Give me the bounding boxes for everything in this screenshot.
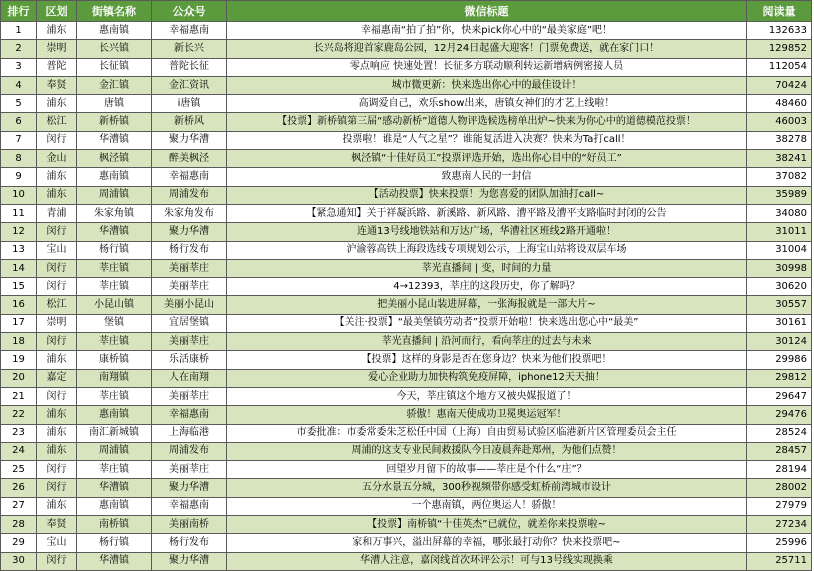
rank-cell: 9 [1, 168, 37, 186]
rank-cell: 3 [1, 58, 37, 76]
title-cell: 五分水景五分城，300秒视频带你感受虹桥前湾城市设计 [227, 479, 747, 497]
reads-cell: 25711 [747, 552, 812, 570]
town-cell: 惠南镇 [77, 406, 152, 424]
title-cell: 莘光直播间 | 沿河而行，看向莘庄的过去与未来 [227, 333, 747, 351]
rank-cell: 14 [1, 259, 37, 277]
account-cell: 金汇资讯 [152, 76, 227, 94]
district-cell: 浦东 [37, 186, 77, 204]
town-cell: 莘庄镇 [77, 278, 152, 296]
table-row [1, 223, 812, 241]
title-cell: 连通13号线地铁站和万达广场，华漕社区班线2路开通啦！ [227, 223, 747, 241]
header-row [1, 1, 812, 22]
district-cell: 浦东 [37, 406, 77, 424]
reads-cell: 29812 [747, 369, 812, 387]
town-cell: 莘庄镇 [77, 259, 152, 277]
rank-cell: 30 [1, 552, 37, 570]
reads-cell: 30161 [747, 314, 812, 332]
district-cell: 闵行 [37, 461, 77, 479]
account-cell: 人在南翔 [152, 369, 227, 387]
district-cell: 宝山 [37, 534, 77, 552]
district-cell: 闵行 [37, 259, 77, 277]
title-cell: 幸福惠南“拍了拍”你，快来pick你心中的“最美家庭”吧！ [227, 22, 747, 40]
reads-cell: 29476 [747, 406, 812, 424]
rank-cell: 24 [1, 442, 37, 460]
table-row [1, 497, 812, 515]
reads-cell: 28002 [747, 479, 812, 497]
town-cell: 周浦镇 [77, 442, 152, 460]
town-cell: 康桥镇 [77, 351, 152, 369]
title-cell: 零点响应 快速处置！长征多方联动顺利转运新增病例密接人员 [227, 58, 747, 76]
table-row [1, 387, 812, 405]
reads-cell: 28194 [747, 461, 812, 479]
reads-cell: 28524 [747, 424, 812, 442]
reads-cell: 34080 [747, 204, 812, 222]
rank-cell: 22 [1, 406, 37, 424]
rank-cell: 21 [1, 387, 37, 405]
district-cell: 浦东 [37, 442, 77, 460]
town-cell: 莘庄镇 [77, 461, 152, 479]
reads-cell: 38278 [747, 131, 812, 149]
reads-cell: 38241 [747, 150, 812, 168]
town-cell: 莘庄镇 [77, 387, 152, 405]
town-cell: 唐镇 [77, 95, 152, 113]
town-cell: 枫泾镇 [77, 150, 152, 168]
account-cell: 周浦发布 [152, 442, 227, 460]
rank-cell: 11 [1, 204, 37, 222]
account-cell: 周浦发布 [152, 186, 227, 204]
district-cell: 奉贤 [37, 76, 77, 94]
rank-cell: 4 [1, 76, 37, 94]
district-cell: 闵行 [37, 278, 77, 296]
title-cell: 长兴岛将迎首家鹿岛公园，12月24日起盛大迎客！门票免费送，就在家门口！ [227, 40, 747, 58]
rank-cell: 25 [1, 461, 37, 479]
account-cell: 美丽莘庄 [152, 259, 227, 277]
account-cell: 普陀长征 [152, 58, 227, 76]
title-cell: 【紧急通知】关于祥凝浜路、新溪路、新风路、漕平路及漕平支路临时封闭的公告 [227, 204, 747, 222]
reads-cell: 31004 [747, 241, 812, 259]
account-cell: 杨行发布 [152, 241, 227, 259]
title-cell: 回望岁月留下的故事——莘庄是个什么“庄”？ [227, 461, 747, 479]
account-cell: 醉美枫泾 [152, 150, 227, 168]
account-cell: 聚力华漕 [152, 131, 227, 149]
town-cell: 小昆山镇 [77, 296, 152, 314]
district-cell: 浦东 [37, 351, 77, 369]
rank-cell: 5 [1, 95, 37, 113]
table-row [1, 113, 812, 131]
table-row [1, 241, 812, 259]
town-cell: 新桥镇 [77, 113, 152, 131]
header-district: 区划 [37, 1, 77, 22]
town-cell: 金汇镇 [77, 76, 152, 94]
town-cell: 华漕镇 [77, 479, 152, 497]
rank-cell: 28 [1, 516, 37, 534]
rank-cell: 17 [1, 314, 37, 332]
rank-cell: 19 [1, 351, 37, 369]
table-body [1, 22, 812, 571]
table-row [1, 186, 812, 204]
table-row [1, 58, 812, 76]
reads-cell: 29986 [747, 351, 812, 369]
header-reads: 阅读量 [747, 1, 812, 22]
table-row [1, 351, 812, 369]
district-cell: 奉贤 [37, 516, 77, 534]
title-cell: 一个惠南镇，两位奥运人！骄傲！ [227, 497, 747, 515]
reads-cell: 25996 [747, 534, 812, 552]
account-cell: 美丽小昆山 [152, 296, 227, 314]
district-cell: 嘉定 [37, 369, 77, 387]
town-cell: 朱家角镇 [77, 204, 152, 222]
table-row [1, 534, 812, 552]
reads-cell: 27979 [747, 497, 812, 515]
rank-cell: 23 [1, 424, 37, 442]
reads-cell: 28457 [747, 442, 812, 460]
district-cell: 闵行 [37, 479, 77, 497]
district-cell: 浦东 [37, 168, 77, 186]
town-cell: 长征镇 [77, 58, 152, 76]
table-row [1, 150, 812, 168]
table-row [1, 95, 812, 113]
title-cell: 【投票】新桥镇第三届“感动新桥”道德人物评选候选榜单出炉~快来为你心中的道德模范投票！ [227, 113, 747, 131]
town-cell: 华漕镇 [77, 552, 152, 570]
account-cell: 幸福惠南 [152, 497, 227, 515]
title-cell: 【活动投票】快来投票！为您喜爱的团队加油打call~ [227, 186, 747, 204]
account-cell: i唐镇 [152, 95, 227, 113]
town-cell: 莘庄镇 [77, 333, 152, 351]
title-cell: 骄傲！惠南天使成功卫冕奥运冠军！ [227, 406, 747, 424]
title-cell: 4→12393，莘庄的这段历史，你了解吗？ [227, 278, 747, 296]
title-cell: 爱心企业助力加快构筑免疫屏障，iphone12天天抽！ [227, 369, 747, 387]
district-cell: 浦东 [37, 22, 77, 40]
reads-cell: 35989 [747, 186, 812, 204]
reads-cell: 30124 [747, 333, 812, 351]
account-cell: 聚力华漕 [152, 552, 227, 570]
district-cell: 松江 [37, 113, 77, 131]
district-cell: 浦东 [37, 424, 77, 442]
account-cell: 乐活康桥 [152, 351, 227, 369]
title-cell: 枫泾镇“十佳好员工”投票评选开始，选出你心目中的“好员工” [227, 150, 747, 168]
town-cell: 惠南镇 [77, 168, 152, 186]
district-cell: 青浦 [37, 204, 77, 222]
account-cell: 新桥风 [152, 113, 227, 131]
rank-cell: 7 [1, 131, 37, 149]
reads-cell: 48460 [747, 95, 812, 113]
table-row [1, 461, 812, 479]
reads-cell: 27234 [747, 516, 812, 534]
district-cell: 闵行 [37, 333, 77, 351]
title-cell: 【关注·投票】“最美堡镇劳动者”投票开始啦！快来选出您心中“最美” [227, 314, 747, 332]
district-cell: 闵行 [37, 387, 77, 405]
district-cell: 松江 [37, 296, 77, 314]
reads-cell: 70424 [747, 76, 812, 94]
town-cell: 南桥镇 [77, 516, 152, 534]
account-cell: 幸福惠南 [152, 168, 227, 186]
table-row [1, 516, 812, 534]
town-cell: 南汇新城镇 [77, 424, 152, 442]
reads-cell: 30998 [747, 259, 812, 277]
district-cell: 宝山 [37, 241, 77, 259]
reads-cell: 132633 [747, 22, 812, 40]
rank-cell: 10 [1, 186, 37, 204]
rank-cell: 29 [1, 534, 37, 552]
district-cell: 闵行 [37, 131, 77, 149]
table-row [1, 424, 812, 442]
table-row [1, 479, 812, 497]
table-row [1, 76, 812, 94]
title-cell: 周浦的这支专业民间救援队今日凌晨奔赴郑州，为他们点赞！ [227, 442, 747, 460]
account-cell: 聚力华漕 [152, 223, 227, 241]
rank-cell: 13 [1, 241, 37, 259]
table-row [1, 40, 812, 58]
account-cell: 杨行发布 [152, 534, 227, 552]
reads-cell: 30620 [747, 278, 812, 296]
table-row [1, 406, 812, 424]
town-cell: 华漕镇 [77, 223, 152, 241]
title-cell: 华漕人注意，嘉闵线首次环评公示！可与13号线实现换乘 [227, 552, 747, 570]
reads-cell: 31011 [747, 223, 812, 241]
header-rank: 排行 [1, 1, 37, 22]
rank-cell: 26 [1, 479, 37, 497]
table-row [1, 259, 812, 277]
reads-cell: 129852 [747, 40, 812, 58]
account-cell: 美丽莘庄 [152, 461, 227, 479]
title-cell: 沪渝蓉高铁上海段选线专项规划公示，上海宝山站将设双层车场 [227, 241, 747, 259]
town-cell: 长兴镇 [77, 40, 152, 58]
reads-cell: 30557 [747, 296, 812, 314]
table-row [1, 131, 812, 149]
account-cell: 朱家角发布 [152, 204, 227, 222]
table-row [1, 278, 812, 296]
title-cell: 把美丽小昆山装进屏幕，一张海报就是一部大片~ [227, 296, 747, 314]
town-cell: 杨行镇 [77, 534, 152, 552]
town-cell: 周浦镇 [77, 186, 152, 204]
reads-cell: 112054 [747, 58, 812, 76]
title-cell: 家和万事兴，溢出屏幕的幸福，哪张最打动你？快来投票吧~ [227, 534, 747, 552]
title-cell: 莘光直播间 | 变，时间的力量 [227, 259, 747, 277]
rank-cell: 27 [1, 497, 37, 515]
account-cell: 新长兴 [152, 40, 227, 58]
title-cell: 市委批准：市委常委朱芝松任中国（上海）自由贸易试验区临港新片区管理委员会主任 [227, 424, 747, 442]
rank-cell: 2 [1, 40, 37, 58]
table-row [1, 168, 812, 186]
title-cell: 【投票】这样的身影是否在您身边？快来为他们投票吧！ [227, 351, 747, 369]
town-cell: 堡镇 [77, 314, 152, 332]
rank-cell: 20 [1, 369, 37, 387]
district-cell: 崇明 [37, 40, 77, 58]
header-town: 街镇名称 [77, 1, 152, 22]
title-cell: 投票啦！谁是“人气之星”？谁能复活进入决赛？快来为Ta打call！ [227, 131, 747, 149]
town-cell: 惠南镇 [77, 22, 152, 40]
title-cell: 【投票】南桥镇“十佳英杰”已就位，就差你来投票啦~ [227, 516, 747, 534]
table-row [1, 314, 812, 332]
town-cell: 杨行镇 [77, 241, 152, 259]
town-cell: 南翔镇 [77, 369, 152, 387]
title-cell: 今天，莘庄镇这个地方又被央媒报道了！ [227, 387, 747, 405]
title-cell: 致惠南人民的一封信 [227, 168, 747, 186]
rank-cell: 12 [1, 223, 37, 241]
rank-cell: 1 [1, 22, 37, 40]
rank-cell: 18 [1, 333, 37, 351]
district-cell: 崇明 [37, 314, 77, 332]
town-cell: 华漕镇 [77, 131, 152, 149]
district-cell: 浦东 [37, 497, 77, 515]
account-cell: 聚力华漕 [152, 479, 227, 497]
rank-cell: 16 [1, 296, 37, 314]
rank-cell: 6 [1, 113, 37, 131]
account-cell: 上海临港 [152, 424, 227, 442]
account-cell: 宜居堡镇 [152, 314, 227, 332]
rank-cell: 15 [1, 278, 37, 296]
district-cell: 闵行 [37, 552, 77, 570]
reads-cell: 37082 [747, 168, 812, 186]
table-row [1, 296, 812, 314]
table-row [1, 333, 812, 351]
account-cell: 美丽南桥 [152, 516, 227, 534]
account-cell: 美丽莘庄 [152, 387, 227, 405]
account-cell: 美丽莘庄 [152, 333, 227, 351]
table-row [1, 442, 812, 460]
account-cell: 幸福惠南 [152, 22, 227, 40]
town-cell: 惠南镇 [77, 497, 152, 515]
district-cell: 浦东 [37, 95, 77, 113]
reads-cell: 46003 [747, 113, 812, 131]
table-row [1, 22, 812, 40]
reads-cell: 29647 [747, 387, 812, 405]
rank-cell: 8 [1, 150, 37, 168]
account-cell: 幸福惠南 [152, 406, 227, 424]
table-row [1, 204, 812, 222]
title-cell: 高调爱自己，欢乐show出来，唐镇女神们的才艺上线啦！ [227, 95, 747, 113]
table-row [1, 552, 812, 570]
district-cell: 普陀 [37, 58, 77, 76]
account-cell: 美丽莘庄 [152, 278, 227, 296]
title-cell: 城市微更新：快来选出你心中的最佳设计！ [227, 76, 747, 94]
table-row [1, 369, 812, 387]
district-cell: 金山 [37, 150, 77, 168]
district-cell: 闵行 [37, 223, 77, 241]
header-account: 公众号 [152, 1, 227, 22]
header-title: 微信标题 [227, 1, 747, 22]
